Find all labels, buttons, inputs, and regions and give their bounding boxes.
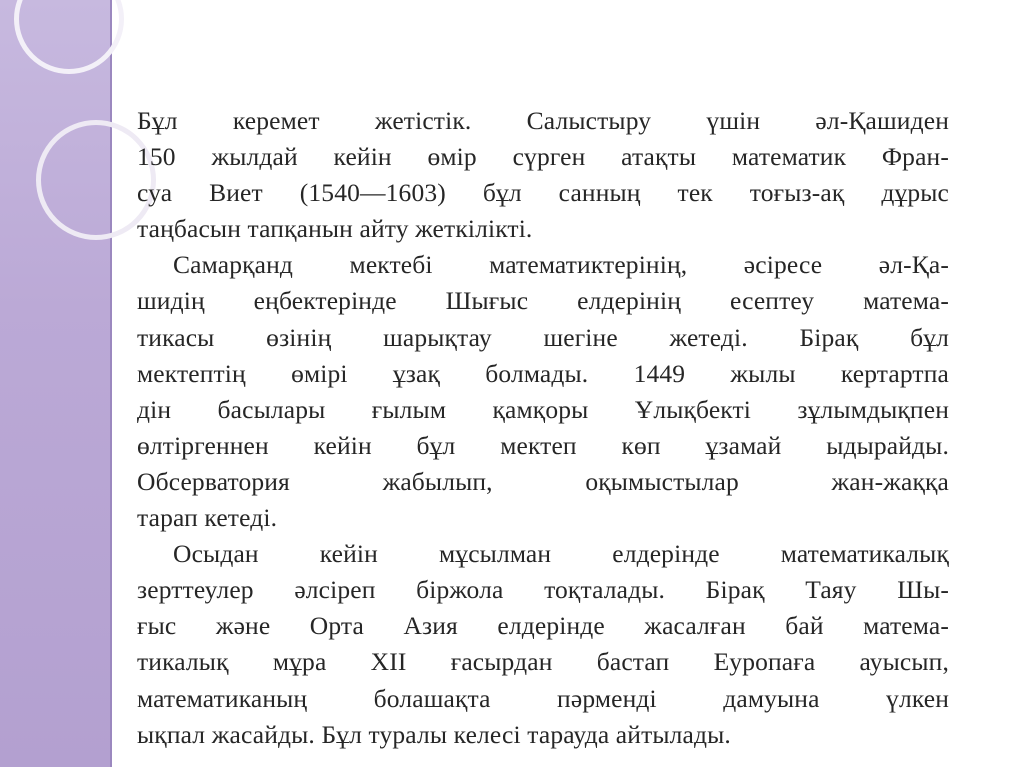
text-line: Бұл керемет жетістік. Салыстыру үшін әл-Қашиден <box>137 106 949 135</box>
text-line: өлтіргеннен кейін бұл мектеп көп ұзамай ыдырайды. <box>137 430 949 460</box>
text-line: математиканың болашақта пәрменді дамуына үлкен <box>137 683 949 713</box>
text-line: ғыс және Орта Азия елдерінде жасалған бай матема- <box>137 611 949 641</box>
text-line: тикалық мұра XII ғасырдан бастап Еуропаға ауысып, <box>137 647 949 677</box>
text-line: таңбасын тапқанын айту жеткілікті. <box>137 214 533 244</box>
text-line: Осыдан кейін мұсылман елдерінде математикалық <box>173 539 949 569</box>
text-line: ықпал жасайды. Бұл туралы келесі тарауда айтылады. <box>137 719 731 749</box>
text-line: дін басылары ғылым қамқоры Ұлықбекті зұлымдықпен <box>137 394 949 424</box>
text-line: тикасы өзінің шарықтау шегіне жетеді. Бірақ бұл <box>137 322 949 352</box>
text-line: 150 жылдай кейін өмір сүрген атақты математик Фран- <box>137 142 949 172</box>
text-line: суа Виет (1540—1603) бұл санның тек тоғыз-ақ дұрыс <box>137 178 949 208</box>
slide-sidebar <box>0 0 110 767</box>
text-line: зерттеулер әлсіреп біржола тоқталады. Бірақ Таяу Шы- <box>137 575 949 605</box>
text-line: Самарқанд мектебі математиктерінің, әсіресе әл-Қа- <box>173 250 949 280</box>
text-line: Обсерватория жабылып, оқымыстылар жан-жаққа <box>137 466 949 496</box>
text-line: шидің еңбектерінде Шығыс елдерінің есептеу матема- <box>137 286 949 316</box>
text-line: мектептің өмірі ұзақ болмады. 1449 жылы кертартпа <box>137 358 949 388</box>
scanned-text-block <box>137 103 949 749</box>
sidebar-divider-line <box>110 0 112 767</box>
text-line: тарап кетеді. <box>137 503 278 533</box>
